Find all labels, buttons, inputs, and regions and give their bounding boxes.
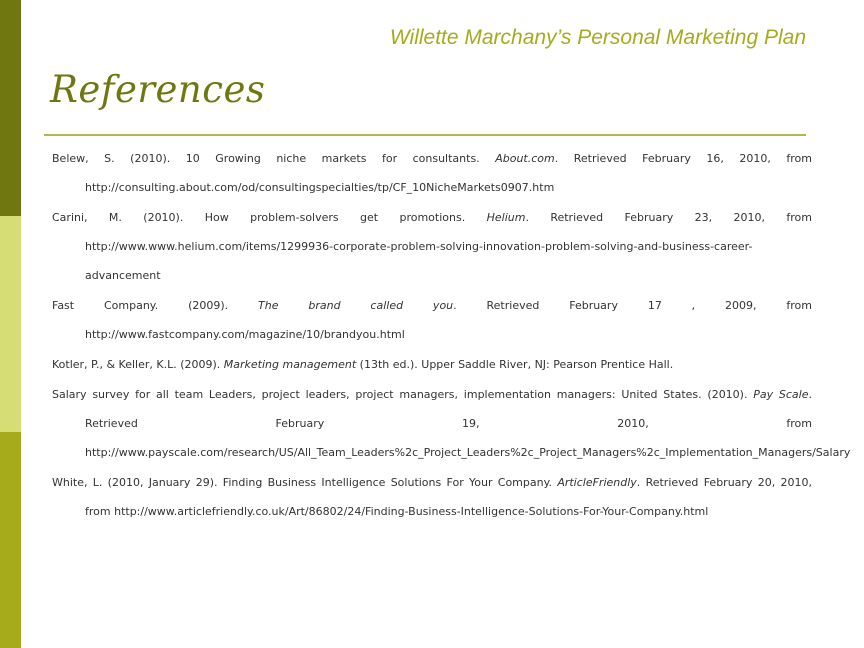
- reference-item: [52, 144, 812, 202]
- reference-list: [52, 144, 851, 527]
- reference-source: Marketing management: [223, 358, 357, 371]
- reference-item: [52, 380, 851, 467]
- slide-title: References: [50, 68, 266, 111]
- reference-text: Kotler, P., & Keller, K.L. (2009).: [52, 358, 224, 371]
- reference-text: . Retrieved February 16, 2010, from http://consulting.about.com/od/consultingspecialties/tp/CF_10NicheMarkets0907.htm: [85, 152, 813, 194]
- reference-source: ArticleFriendly: [557, 476, 637, 489]
- reference-text: Salary survey for all team Leaders, project leaders, project managers, implementation managers: United States. (2010).: [52, 388, 754, 401]
- reference-item: [52, 291, 812, 349]
- reference-text: . Retrieved February 19, 2010, from http://www.payscale.com/research/US/All_Team_Leaders%2c_Project_Leaders%2c_Project_Managers%2c_Implementation_Managers/Salary: [85, 388, 851, 459]
- reference-source: Helium: [486, 211, 526, 224]
- header-title: Willette Marchany’s Personal Marketing Plan: [389, 26, 806, 49]
- reference-text: White, L. (2010, January 29). Finding Business Intelligence Solutions For Your Company.: [52, 476, 558, 489]
- reference-source: Pay Scale: [753, 388, 809, 401]
- reference-text: Belew, S. (2010). 10 Growing niche markets for consultants.: [52, 152, 496, 165]
- reference-text: Carini, M. (2010). How problem-solvers get promotions.: [52, 211, 487, 224]
- reference-source: About.com: [495, 152, 555, 165]
- accent-bar-mid: [0, 432, 21, 648]
- reference-text: (13th ed.). Upper Saddle River, NJ: Pearson Prentice Hall.: [356, 358, 674, 371]
- reference-text: . Retrieved February 23, 2010, from http://www.www.helium.com/items/1299936-corporate-problem-solving-innovation-problem-solving-and-business-career-advancement: [85, 211, 812, 282]
- accent-bar-light: [0, 216, 21, 432]
- accent-bar-dark: [0, 0, 21, 216]
- title-divider: [44, 134, 806, 136]
- reference-item: [52, 350, 812, 379]
- reference-item: [52, 468, 812, 526]
- reference-source: The brand called you: [258, 299, 454, 312]
- reference-text: . Retrieved February 17 , 2009, from http://www.fastcompany.com/magazine/10/brandyou.html: [85, 299, 812, 341]
- reference-item: [52, 203, 812, 290]
- reference-text: Fast Company. (2009).: [52, 299, 259, 312]
- reference-text: . Retrieved February 20, 2010, from http://www.articlefriendly.co.uk/Art/86802/24/Finding-Business-Intelligence-Solutions-For-Your-Company.html: [85, 476, 812, 518]
